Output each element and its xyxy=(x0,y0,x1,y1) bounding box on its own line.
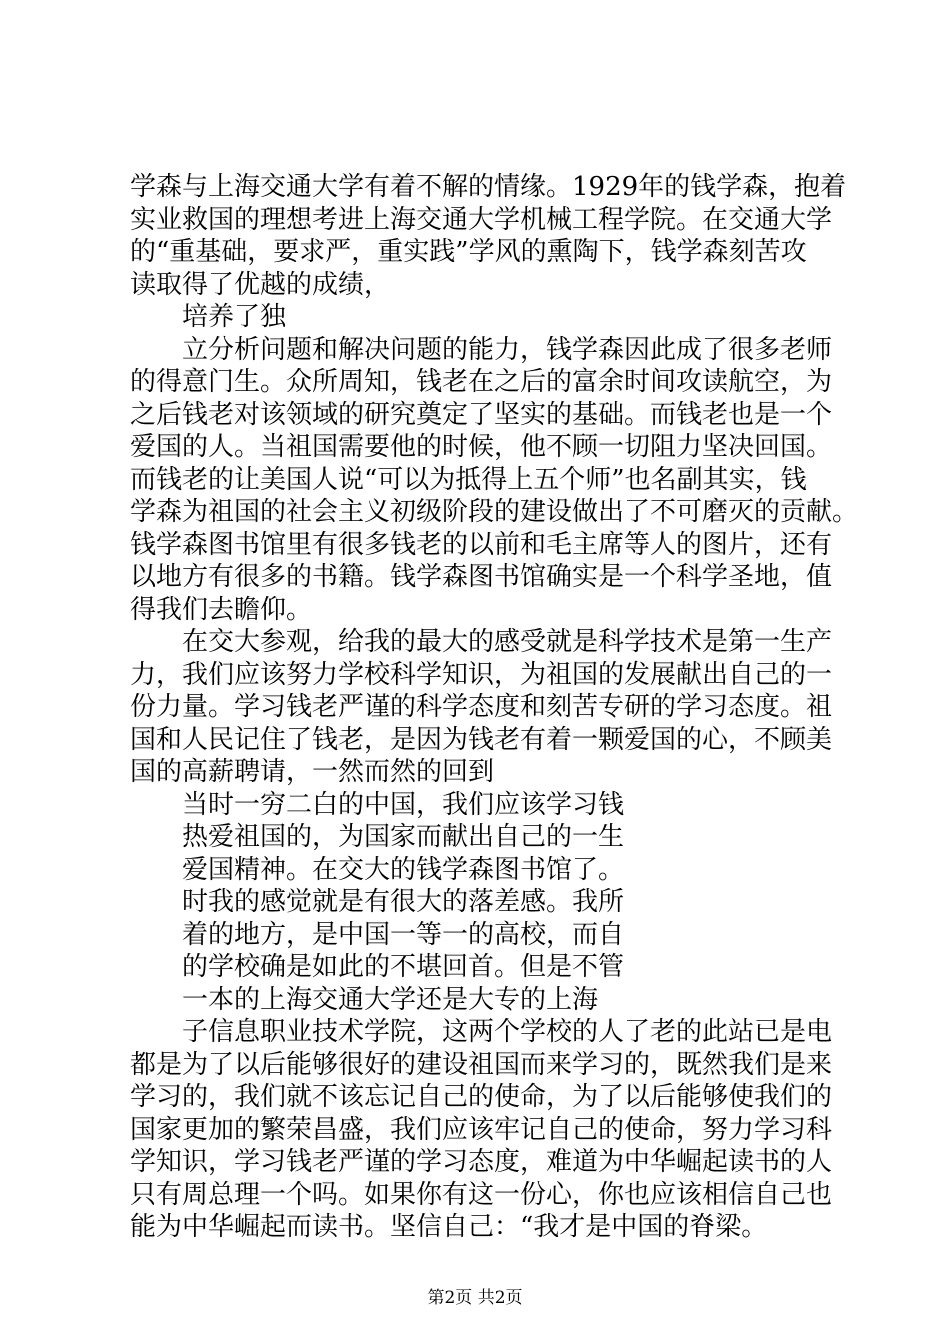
text-line: 力，我们应该努力学校科学知识，为祖国的发展献出自己的一 xyxy=(130,659,833,690)
text-line: 学森为祖国的社会主义初级阶段的建设做出了不可磨灭的贡献。 xyxy=(130,497,859,527)
text-line: 国和人民记住了钱老，是因为钱老有着一颗爱国的心，不顾美 xyxy=(130,724,833,755)
text-line: 国的高薪聘请，一然而然的回到 xyxy=(130,757,495,787)
text-line: 时我的感觉就是有很大的落差感。我所 xyxy=(182,887,625,917)
document-body xyxy=(130,171,859,1244)
text-line: 子信息职业技术学院，这两个学校的人了老的此站已是电 xyxy=(182,1017,833,1047)
page-number-label: 第2页 共2页 xyxy=(427,1288,523,1308)
text-line: 学习的，我们就不该忘记自己的使命，为了以后能够使我们的 xyxy=(130,1082,833,1112)
text-line: 国家更加的繁荣昌盛，我们应该牢记自己的使命，努力学习科 xyxy=(130,1114,833,1145)
text-line: 立分析问题和解决问题的能力，钱学森因此成了很多老师 xyxy=(182,334,833,365)
text-line: 热爱祖国的，为国家而献出自己的一生 xyxy=(182,822,625,852)
text-line: 爱国的人。当祖国需要他的时候，他不顾一切阻力坚决回国。 xyxy=(130,432,833,462)
text-line: 爱国精神。在交大的钱学森图书馆了。 xyxy=(182,854,625,885)
text-line: 一本的上海交通大学还是大专的上海 xyxy=(182,984,599,1015)
text-line: 培养了独 xyxy=(182,302,287,332)
text-line: 之后钱老对该领域的研究奠定了坚实的基础。而钱老也是一个 xyxy=(130,399,833,430)
text-line: 着的地方，是中国一等一的高校，而自 xyxy=(182,919,625,950)
text-line: 读取得了优越的成绩， xyxy=(130,269,391,300)
text-line: 得我们去瞻仰。 xyxy=(130,594,313,625)
text-line: 钱学森图书馆里有很多钱老的以前和毛主席等人的图片，还有 xyxy=(130,529,833,560)
text-line: 学森与上海交通大学有着不解的情缘。1929年的钱学森，抱着 xyxy=(130,172,847,202)
text-line: 的“重基础，要求严，重实践”学风的熏陶下，钱学森刻苦攻 xyxy=(130,237,807,267)
text-line: 当时一穷二白的中国，我们应该学习钱 xyxy=(182,789,625,820)
text-line: 在交大参观，给我的最大的感受就是科学技术是第一生产 xyxy=(182,627,833,657)
text-line: 实业救国的理想考进上海交通大学机械工程学院。在交通大学 xyxy=(130,204,833,235)
text-line: 以地方有很多的书籍。钱学森图书馆确实是一个科学圣地，值 xyxy=(130,562,833,592)
text-line: 都是为了以后能够很好的建设祖国而来学习的，既然我们是来 xyxy=(130,1049,833,1080)
page-footer xyxy=(0,1286,950,1310)
text-line: 份力量。学习钱老严谨的科学态度和刻苦专研的学习态度。祖 xyxy=(130,692,833,722)
text-line: 只有周总理一个吗。如果你有这一份心，你也应该相信自己也 xyxy=(130,1179,833,1210)
text-line: 能为中华崛起而读书。坚信自己：“我才是中国的脊梁。 xyxy=(130,1212,768,1242)
text-line: 而钱老的让美国人说“可以为抵得上五个师”也名副其实，钱 xyxy=(130,464,807,495)
text-line: 学知识，学习钱老严谨的学习态度，难道为中华崛起读书的人 xyxy=(130,1147,833,1177)
text-line: 的学校确是如此的不堪回首。但是不管 xyxy=(182,952,625,982)
text-line: 的得意门生。众所周知，钱老在之后的富余时间攻读航空，为 xyxy=(130,367,833,397)
